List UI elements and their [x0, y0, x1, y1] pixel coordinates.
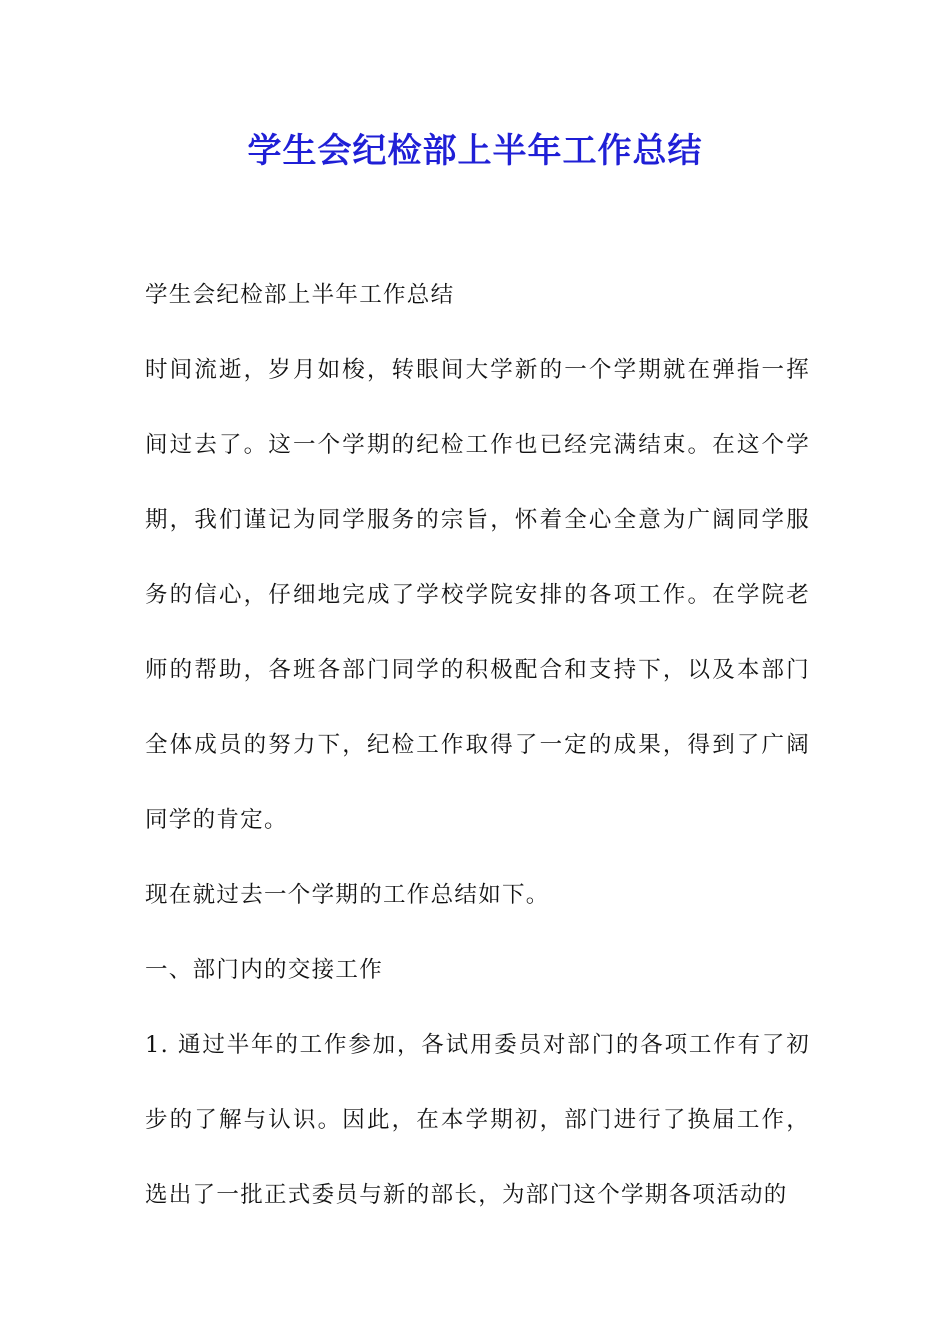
paragraph-item-1: 1. 通过半年的工作参加，各试用委员对部门的各项工作有了初步的了解与认识。因此，在本学期初，部门进行了换届工作，选出了一批正式委员与新的部长，为部门这个学期各项活动的 — [145, 1032, 810, 1208]
paragraph-intro: 时间流逝，岁月如梭，转眼间大学新的一个学期就在弹指一挥间过去了。这一个学期的纪检工作也已经完满结束。在这个学期，我们谨记为同学服务的宗旨，怀着全心全意为广阔同学服务的信心，仔细地完成了学校学院安排的各项工作。在学院老师的帮助，各班各部门同学的积极配合和支持下，以及本部门全体成员的努力下，纪检工作取得了一定的成果，得到了广阔同学的肯定。 — [145, 357, 810, 833]
paragraph-subtitle: 学生会纪检部上半年工作总结 — [145, 282, 455, 308]
section-heading-1: 一、部门内的交接工作 — [145, 957, 384, 983]
paragraph-summary-lead: 现在就过去一个学期的工作总结如下。 — [145, 882, 550, 908]
document-title: 学生会纪检部上半年工作总结 — [247, 131, 703, 171]
document-body — [145, 258, 810, 1233]
